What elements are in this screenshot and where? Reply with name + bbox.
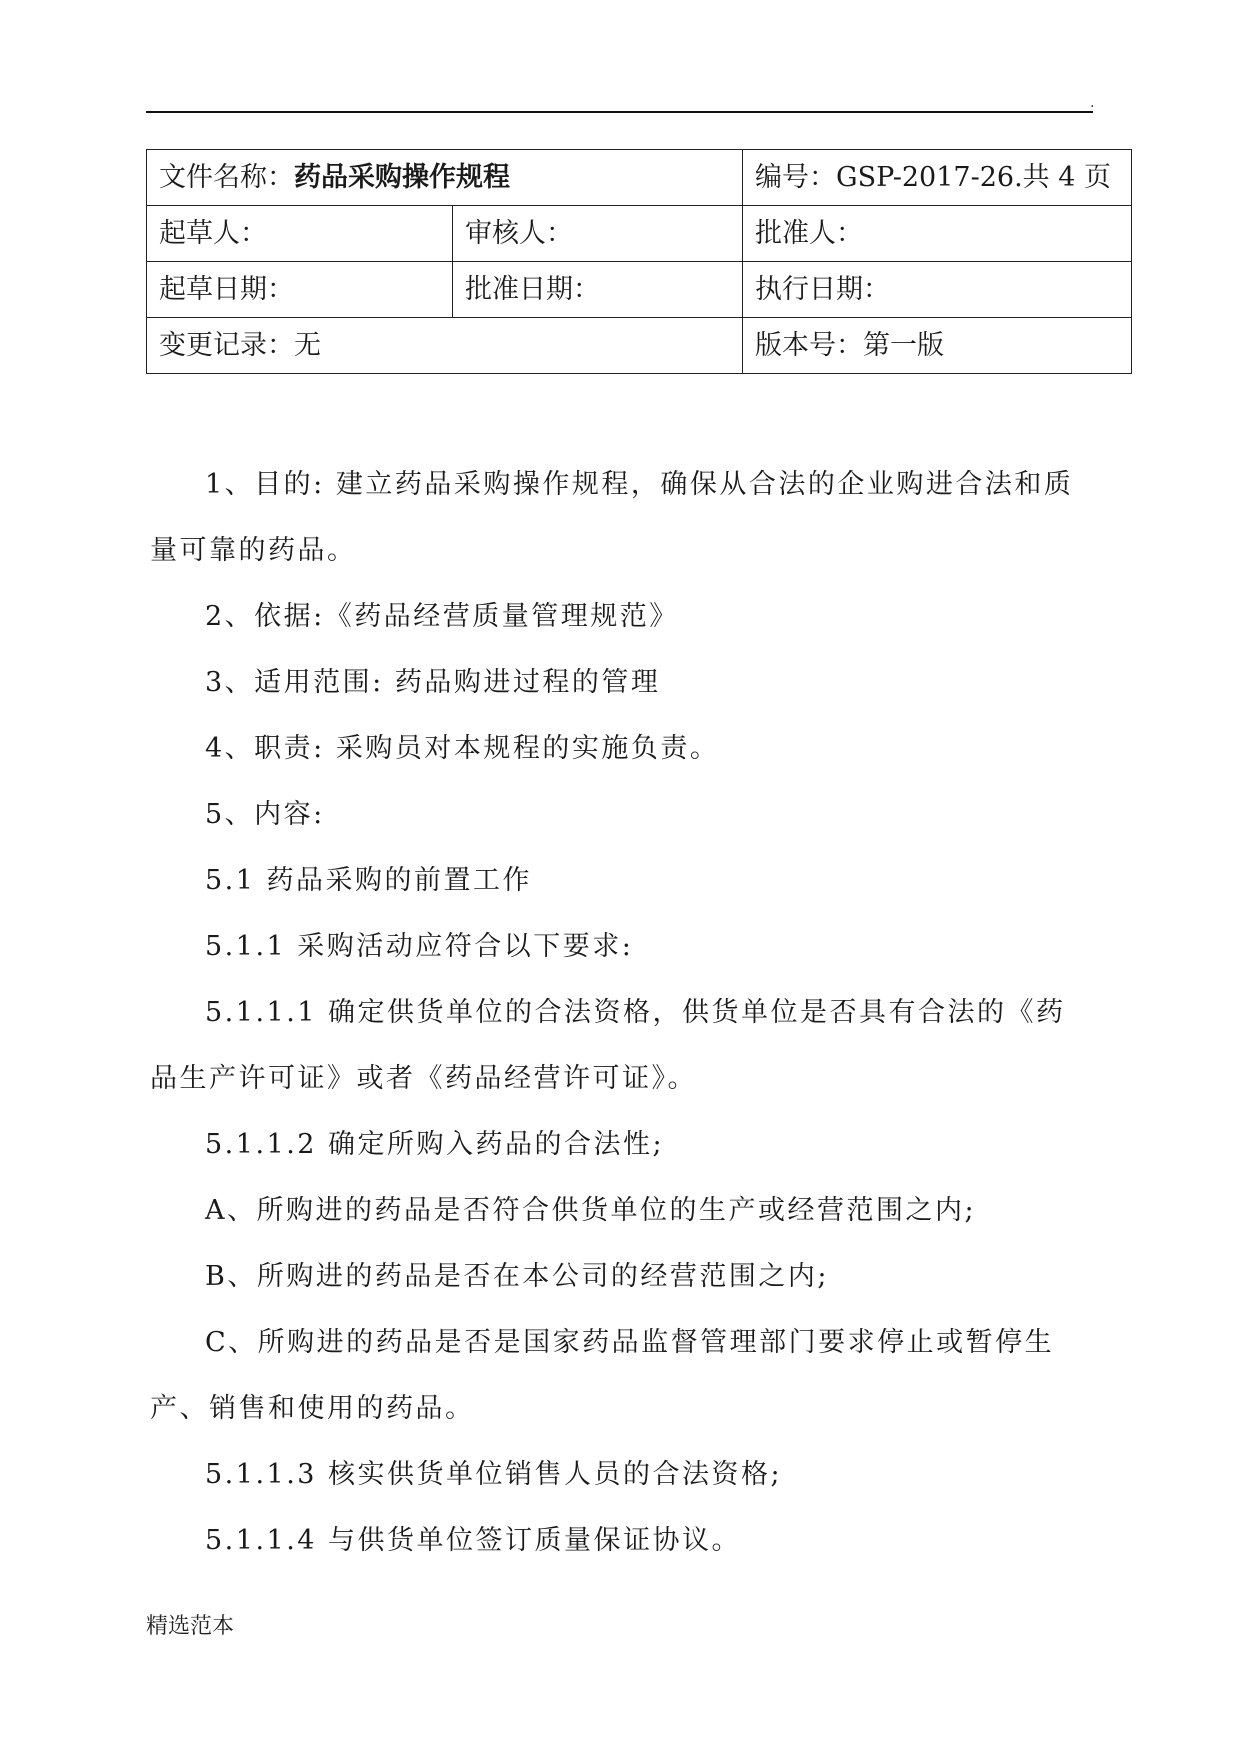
footer-label: 精选范本 bbox=[146, 1614, 235, 1639]
paragraph-5-1-1-1: 5.1.1.1 确定供货单位的合法资格，供货单位是否具有合法的《药品生产许可证》或者《药品经营许可证》。 bbox=[150, 997, 1066, 1094]
paragraph-5-1: 5.1 药品采购的前置工作 bbox=[205, 865, 533, 896]
paragraph-item-c: C、所购进的药品是否是国家药品监督管理部门要求停止或暂停生产、销售和使用的药品。 bbox=[150, 1327, 1055, 1424]
change-record-cell: 变更记录：无 bbox=[147, 318, 743, 374]
file-name-value: 药品采购操作规程 bbox=[294, 162, 510, 193]
file-name-cell bbox=[147, 150, 743, 206]
paragraph-purpose: 1、目的: 建立药品采购操作规程，确保从合法的企业购进合法和质量可靠的药品。 bbox=[150, 469, 1074, 566]
exec-date-cell: 执行日期： bbox=[743, 262, 1132, 318]
draft-date-cell: 起草日期： bbox=[147, 262, 453, 318]
table-row-dates bbox=[147, 262, 1132, 318]
approve-date-cell: 批准日期： bbox=[453, 262, 743, 318]
paragraph-content: 5、内容: bbox=[205, 799, 325, 830]
table-row-change bbox=[147, 318, 1132, 374]
header-mark: . bbox=[1090, 95, 1095, 111]
document-body bbox=[150, 452, 1095, 1574]
document-info-table bbox=[146, 149, 1132, 374]
paragraph-5-1-1-3: 5.1.1.3 核实供货单位销售人员的合法资格; bbox=[205, 1459, 783, 1490]
paragraph-basis: 2、依据:《药品经营质量管理规范》 bbox=[205, 601, 679, 632]
paragraph-item-b: B、所购进的药品是否在本公司的经营范围之内; bbox=[205, 1261, 829, 1292]
paragraph-item-a: A、所购进的药品是否符合供货单位的生产或经营范围之内; bbox=[205, 1195, 977, 1226]
paragraph-5-1-1-4: 5.1.1.4 与供货单位签订质量保证协议。 bbox=[205, 1525, 742, 1556]
drafter-cell: 起草人： bbox=[147, 206, 453, 262]
document-code: 编号：GSP-2017-26.共 4 页 bbox=[743, 150, 1132, 206]
file-name-label: 文件名称： bbox=[159, 162, 294, 193]
table-row-people bbox=[147, 206, 1132, 262]
header-rule bbox=[146, 111, 1093, 113]
paragraph-5-1-1: 5.1.1 采购活动应符合以下要求: bbox=[205, 931, 634, 962]
paragraph-5-1-1-2: 5.1.1.2 确定所购入药品的合法性; bbox=[205, 1129, 665, 1160]
table-row-title bbox=[147, 150, 1132, 206]
reviewer-cell: 审核人： bbox=[453, 206, 743, 262]
paragraph-scope: 3、适用范围: 药品购进过程的管理 bbox=[205, 667, 661, 698]
paragraph-duty: 4、职责: 采购员对本规程的实施负责。 bbox=[205, 733, 720, 764]
version-cell: 版本号：第一版 bbox=[743, 318, 1132, 374]
approver-cell: 批准人： bbox=[743, 206, 1132, 262]
